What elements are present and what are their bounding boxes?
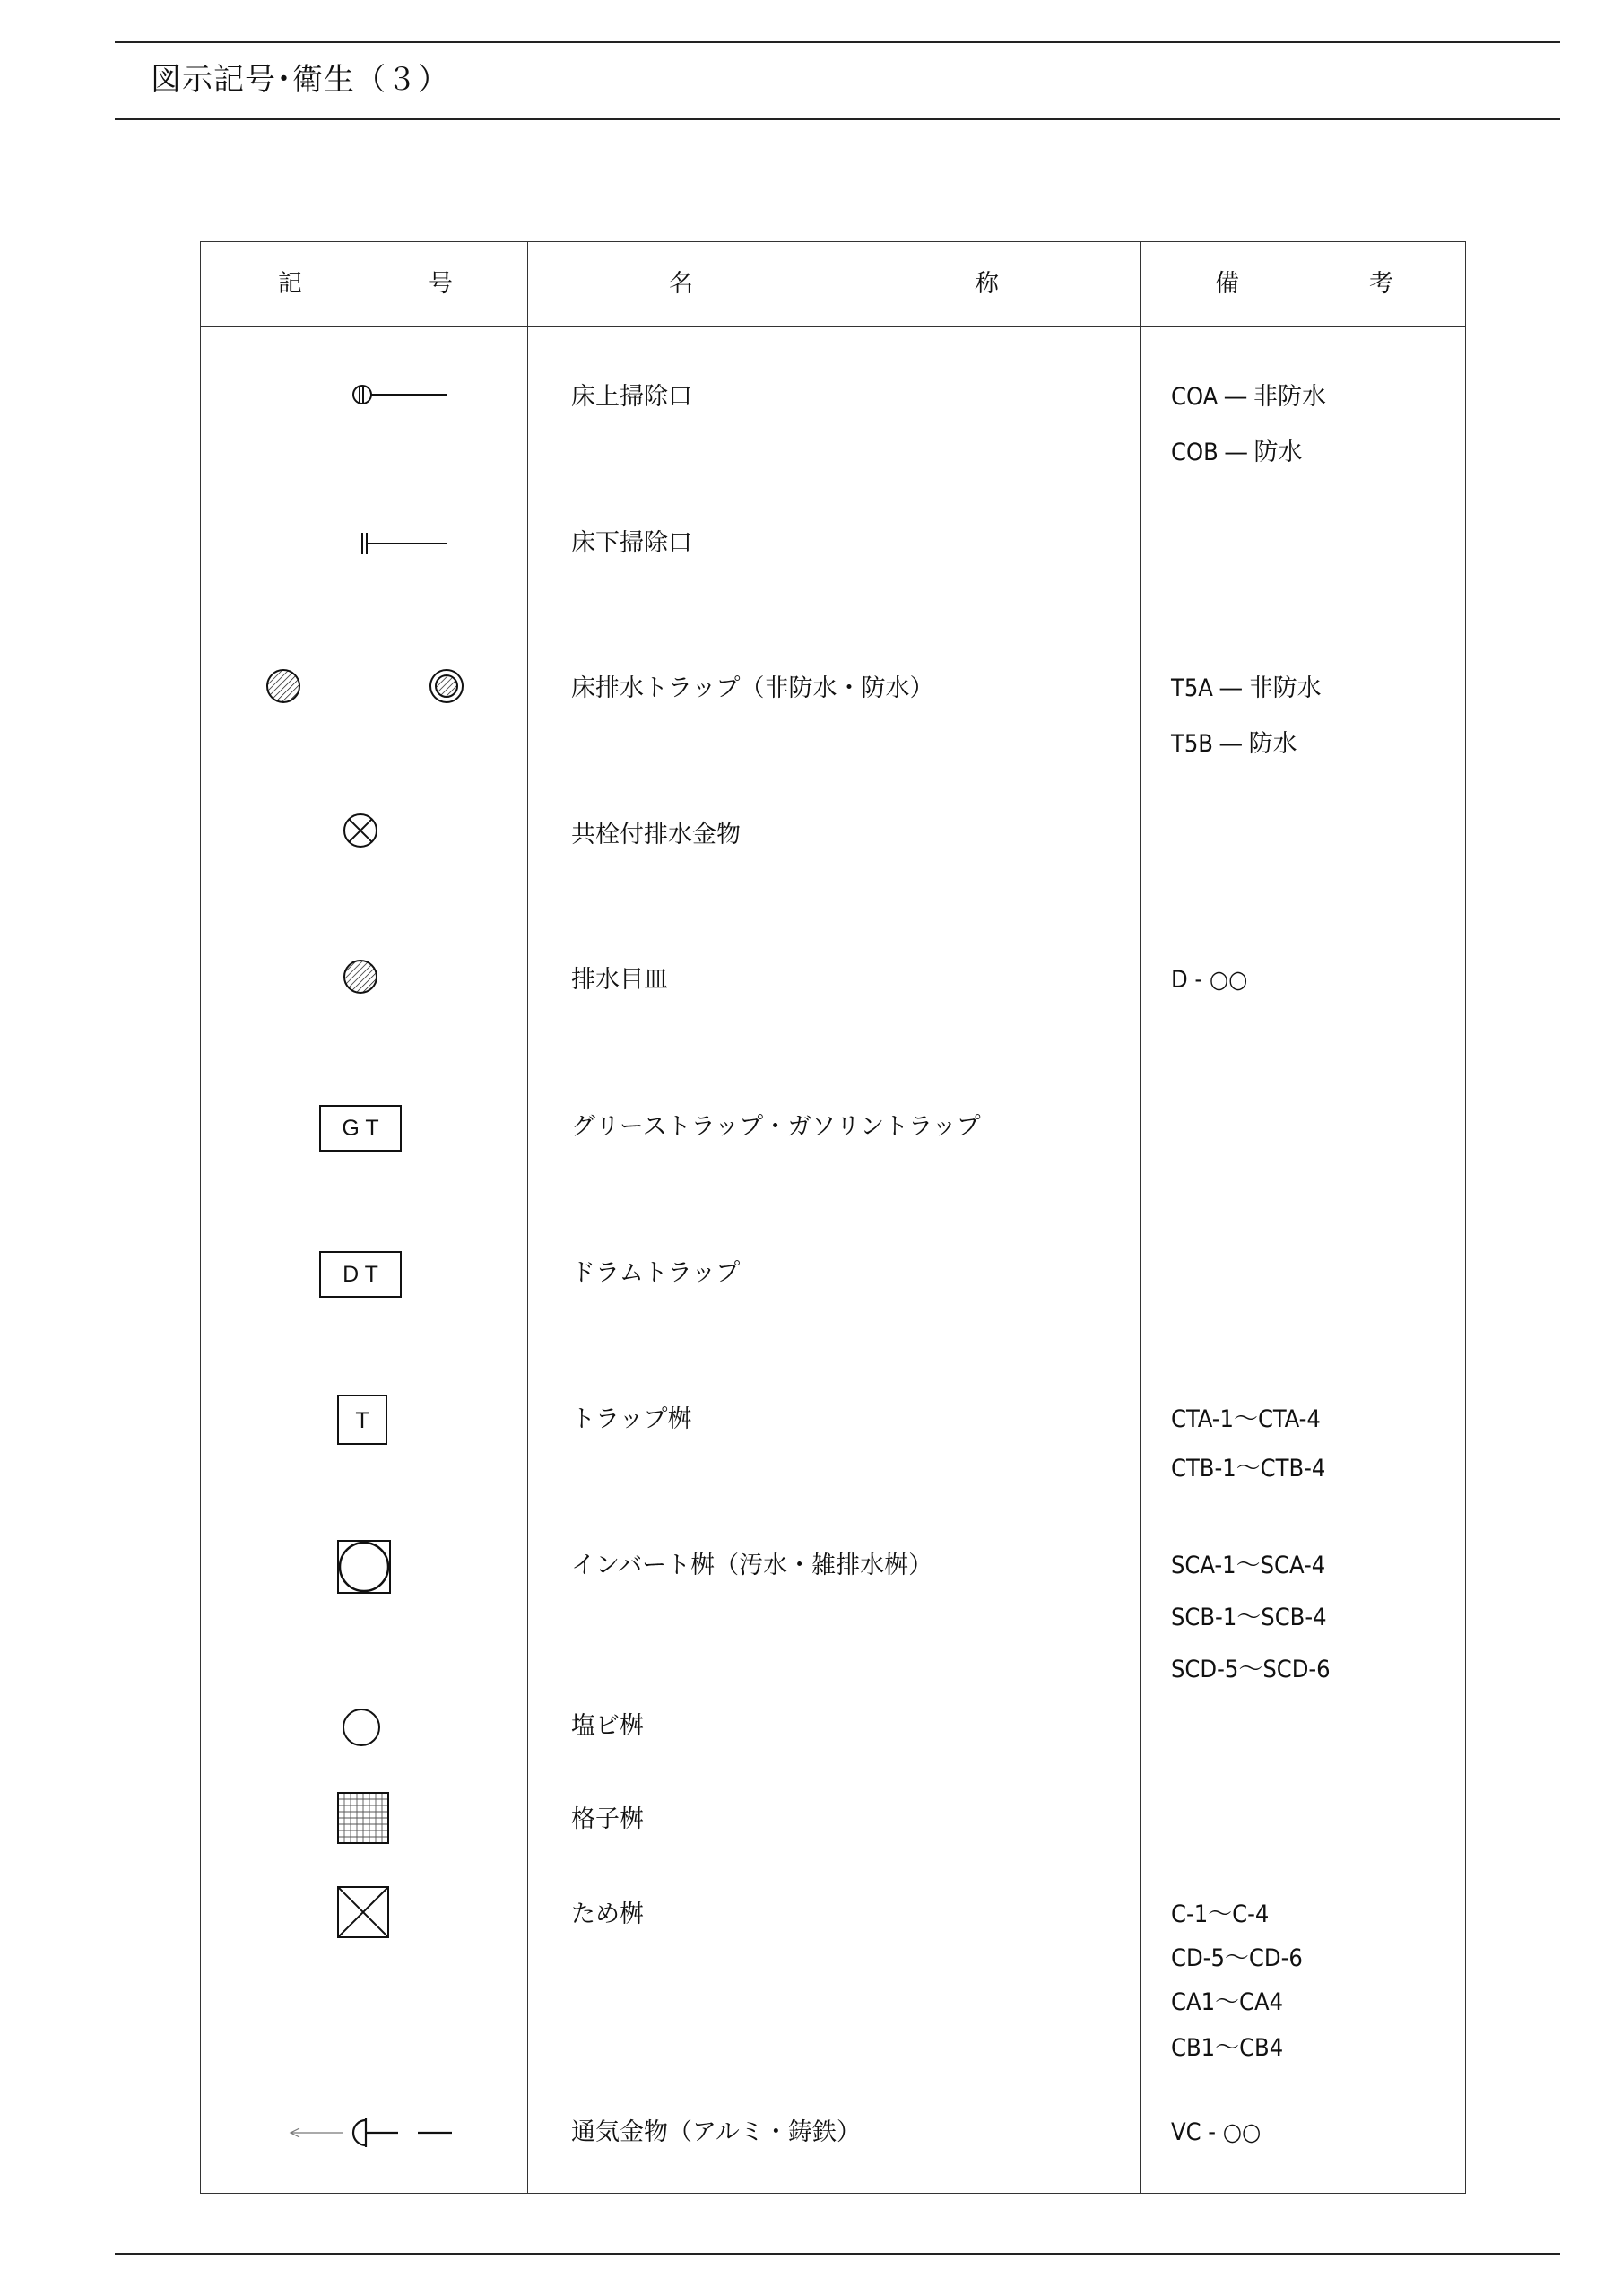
note-line: CTA-1～CTA-4 — [1171, 1405, 1321, 1433]
drum-trap-icon — [319, 1251, 402, 1298]
note-line: C-1～C-4 — [1171, 1900, 1270, 1928]
trap-basin-label: T — [355, 1408, 369, 1433]
row-name: 床上掃除口 — [571, 383, 692, 411]
row-name: インバート桝（汚水・雑排水桝） — [571, 1552, 933, 1579]
note-line: VC - ○○ — [1171, 2118, 1262, 2146]
drain-grate-icon — [341, 957, 380, 996]
row-notes — [1171, 964, 1247, 996]
pvc-basin-icon — [341, 1707, 382, 1748]
header-divider — [201, 326, 1465, 327]
symbol-table — [200, 241, 1466, 2194]
row-name: 床下掃除口 — [571, 529, 692, 557]
grease-trap-icon — [319, 1105, 402, 1152]
grid-basin-icon — [337, 1792, 389, 1844]
header-name-left: 名 — [669, 270, 693, 298]
row-notes — [1171, 381, 1326, 469]
note-line: SCA-1～SCA-4 — [1171, 1552, 1326, 1579]
note-line: T5A ― 非防水 — [1171, 674, 1322, 702]
invert-basin-icon — [337, 1540, 391, 1594]
bottom-rule — [115, 2253, 1560, 2255]
column-divider — [1140, 242, 1141, 2193]
note-line: T5B ― 防水 — [1171, 730, 1297, 758]
note-line: CB1～CB4 — [1171, 2034, 1284, 2062]
row-name: 格子桝 — [571, 1805, 644, 1833]
row-name: 排水目皿 — [571, 966, 668, 994]
row-name: 塩ビ桝 — [571, 1712, 644, 1740]
row-notes — [1171, 673, 1322, 761]
waterproof-drain-icon — [436, 675, 457, 697]
row-notes — [1171, 2117, 1261, 2149]
header-remarks-left: 備 — [1215, 270, 1239, 298]
catch-basin-icon — [337, 1886, 389, 1938]
vent-fitting-icon — [289, 2113, 455, 2152]
row-name: 通気金物（アルミ・鋳鉄） — [571, 2118, 861, 2146]
combined-plug-drain-fitting-icon — [341, 811, 380, 850]
title-underline — [115, 118, 1560, 120]
floor-cleanout-below-icon — [353, 526, 452, 561]
row-notes — [1171, 1550, 1331, 1686]
floor-cleanout-above-icon — [344, 377, 452, 413]
column-divider — [527, 242, 528, 2193]
top-rule — [115, 41, 1560, 43]
note-line: CTB-1～CTB-4 — [1171, 1455, 1326, 1483]
header-symbol-right: 号 — [429, 270, 453, 298]
row-notes — [1171, 1404, 1325, 1485]
row-name: ドラムトラップ — [571, 1259, 741, 1287]
header-symbol-left: 記 — [278, 270, 302, 298]
floor-drain-trap-icons — [255, 665, 470, 707]
note-line: SCD-5～SCD-6 — [1171, 1656, 1331, 1683]
row-name: トラップ桝 — [571, 1405, 692, 1433]
header-name-right: 称 — [975, 270, 999, 298]
page-title: 図示記号･衛生（３） — [151, 62, 449, 98]
row-name: グリーストラップ・ガソリントラップ — [571, 1113, 981, 1141]
grease-trap-label: G T — [342, 1116, 379, 1141]
row-name: 共栓付排水金物 — [571, 821, 741, 848]
note-line: SCB-1～SCB-4 — [1171, 1604, 1327, 1631]
note-line: CA1～CA4 — [1171, 1988, 1284, 2016]
note-line: D - ○○ — [1171, 966, 1248, 994]
non-waterproof-drain-icon — [267, 670, 299, 702]
note-line: CD-5～CD-6 — [1171, 1944, 1303, 1972]
drum-trap-label: D T — [343, 1262, 378, 1287]
row-notes — [1171, 1899, 1303, 2065]
trap-basin-icon — [337, 1395, 387, 1445]
row-name: ため桝 — [571, 1900, 644, 1928]
row-name: 床排水トラップ（非防水・防水） — [571, 674, 934, 702]
note-line: COA ― 非防水 — [1171, 383, 1326, 411]
note-line: COB ― 防水 — [1171, 439, 1303, 466]
header-remarks-right: 考 — [1369, 270, 1393, 298]
